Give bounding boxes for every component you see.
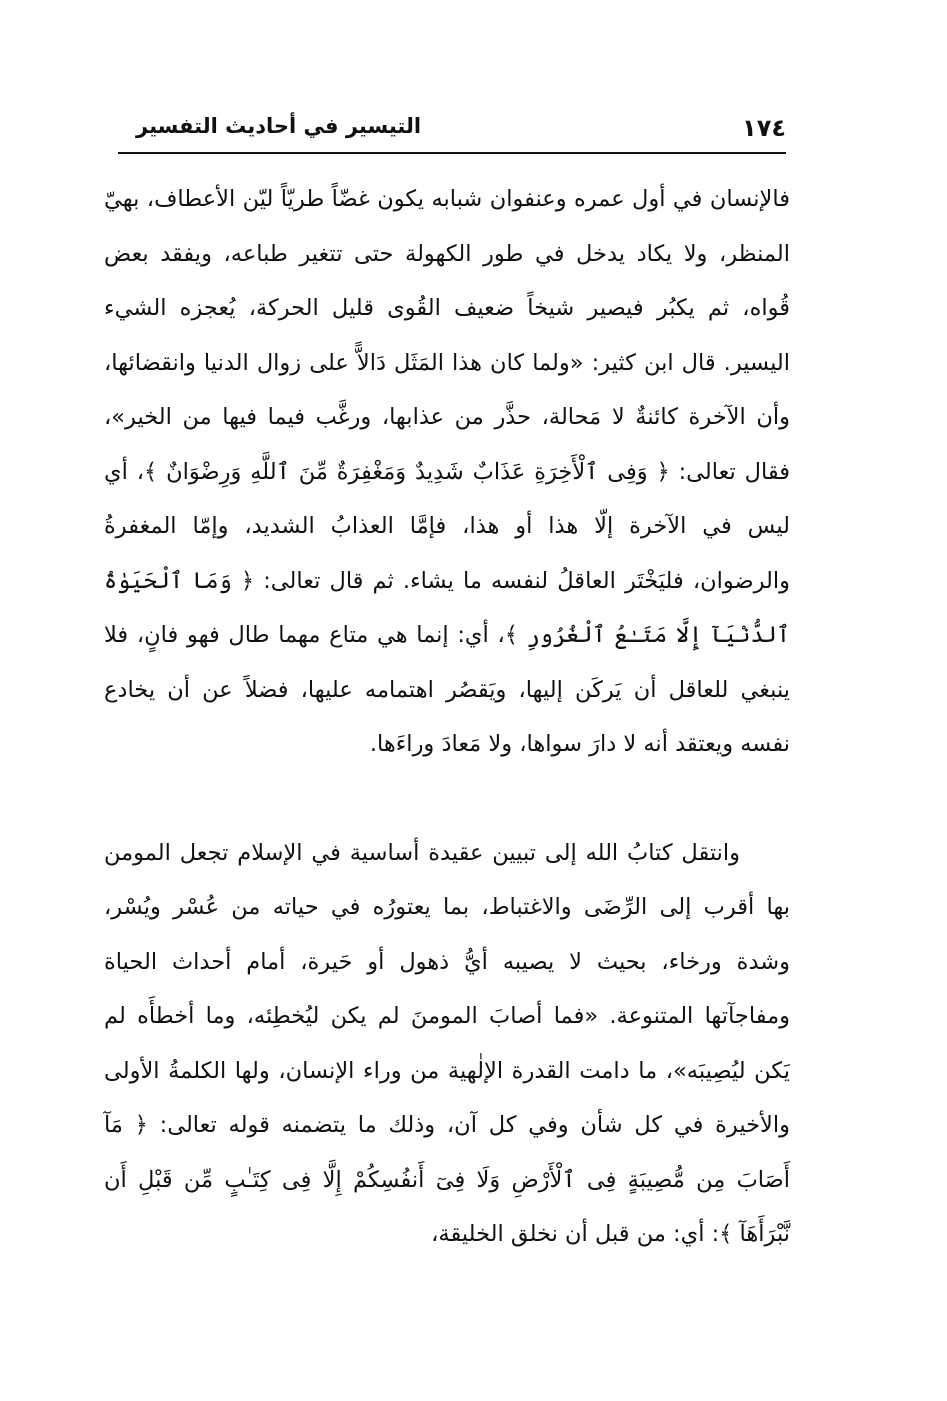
paragraph-text: ، أي: إنما هي متاع مهما طال فهو فانٍ، فلا ينبغي للعاقل أن يَركَن إليها، ويَقصُر اهتمامه عليها، فضلاً عن أن يخادع نفسه ويعتقد أنه لا دارَ سواها، ولا مَعادَ وراءَها.	[104, 622, 790, 757]
page-body	[104, 172, 790, 1262]
paragraph-2	[104, 826, 790, 1262]
quran-verse: ﴿ مَآ أَصَابَ مِن مُّصِيبَةٍ فِى ٱلْأَرْضِ وَلَا فِىٓ أَنفُسِكُمْ إِلَّا فِى كِتَـٰبٍ مِّن قَبْلِ أَن نَّبْرَأَهَآ ﴾	[104, 1112, 790, 1247]
paragraph-text: : أي: من قبل أن نخلق الخليقة،	[431, 1221, 720, 1247]
paragraph-text: ، أي ليس في الآخرة إلّا هذا أو هذا، فإمَّا العذابُ الشديد، وإمّا المغفرةُ والرضوان، فليَخْتَر العاقلُ لنفسه ما يشاء. ثم قال تعالى:	[104, 458, 790, 594]
running-title: التيسير في أحاديث التفسير	[136, 114, 422, 138]
quran-verse: ﴿ وَفِى ٱلْأَخِرَةِ عَذَابٌ شَدِيدٌ وَمَغْفِرَةٌ مِّنَ ٱللَّهِ وَرِضْوَانٌ ﴾	[144, 458, 670, 485]
paragraph-1	[104, 172, 790, 772]
paragraph-text: وانتقل كتابُ الله إلى تبيين عقيدة أساسية في الإسلام تجعل المومن بها أقرب إلى الرِّضَى والاغتباط، بما يعتورُه في حياته من عُسْر ويُسْر، وشدة ورخاء، بحيث لا يصيبه أيُّ ذهول أو حَيرة، أمام أحداث الحياة ومفاجآتها المتنوعة. «فما أصابَ المومنَ لم يكن ليُخطِئه، وما أخطأَه لم يَكن ليُصِيبَه»، ما دامت القدرة الإلٰهية من وراء الإنسان، ولها الكلمةُ الأولى والأخيرة في كل شأن وفي كل آن، وذلك ما يتضمنه قوله تعالى:	[104, 839, 790, 1138]
page-header	[118, 108, 786, 154]
quran-verse: ﴿ وَمَا ٱلْحَيَوٰةُ ٱلدُّنْيَآ إِلَّا مَتَـٰعُ ٱلْغُرُورِ ﴾	[104, 567, 790, 648]
page-number: ١٧٤	[742, 114, 786, 142]
paragraph-text: فالإنسان في أول عمره وعنفوان شبابه يكون غضّاً طريّاً ليّن الأعطاف، بهيّ المنظر، ولا يكاد يدخل في طور الكهولة حتى تتغير طباعه، ويفقد بعض قُواه، ثم يكبُر فيصير شيخاً ضعيف القُوى قليل الحركة، يُعجزه الشيء اليسير. قال ابن كثير: «ولما كان هذا المَثَل دَالاًّ على زوال الدنيا وانقضائها، وأن الآخرة كائنةٌ لا مَحالة، حذَّر من عذابها، ورغَّب فيما فيها من الخير»، فقال تعالى:	[104, 186, 790, 485]
